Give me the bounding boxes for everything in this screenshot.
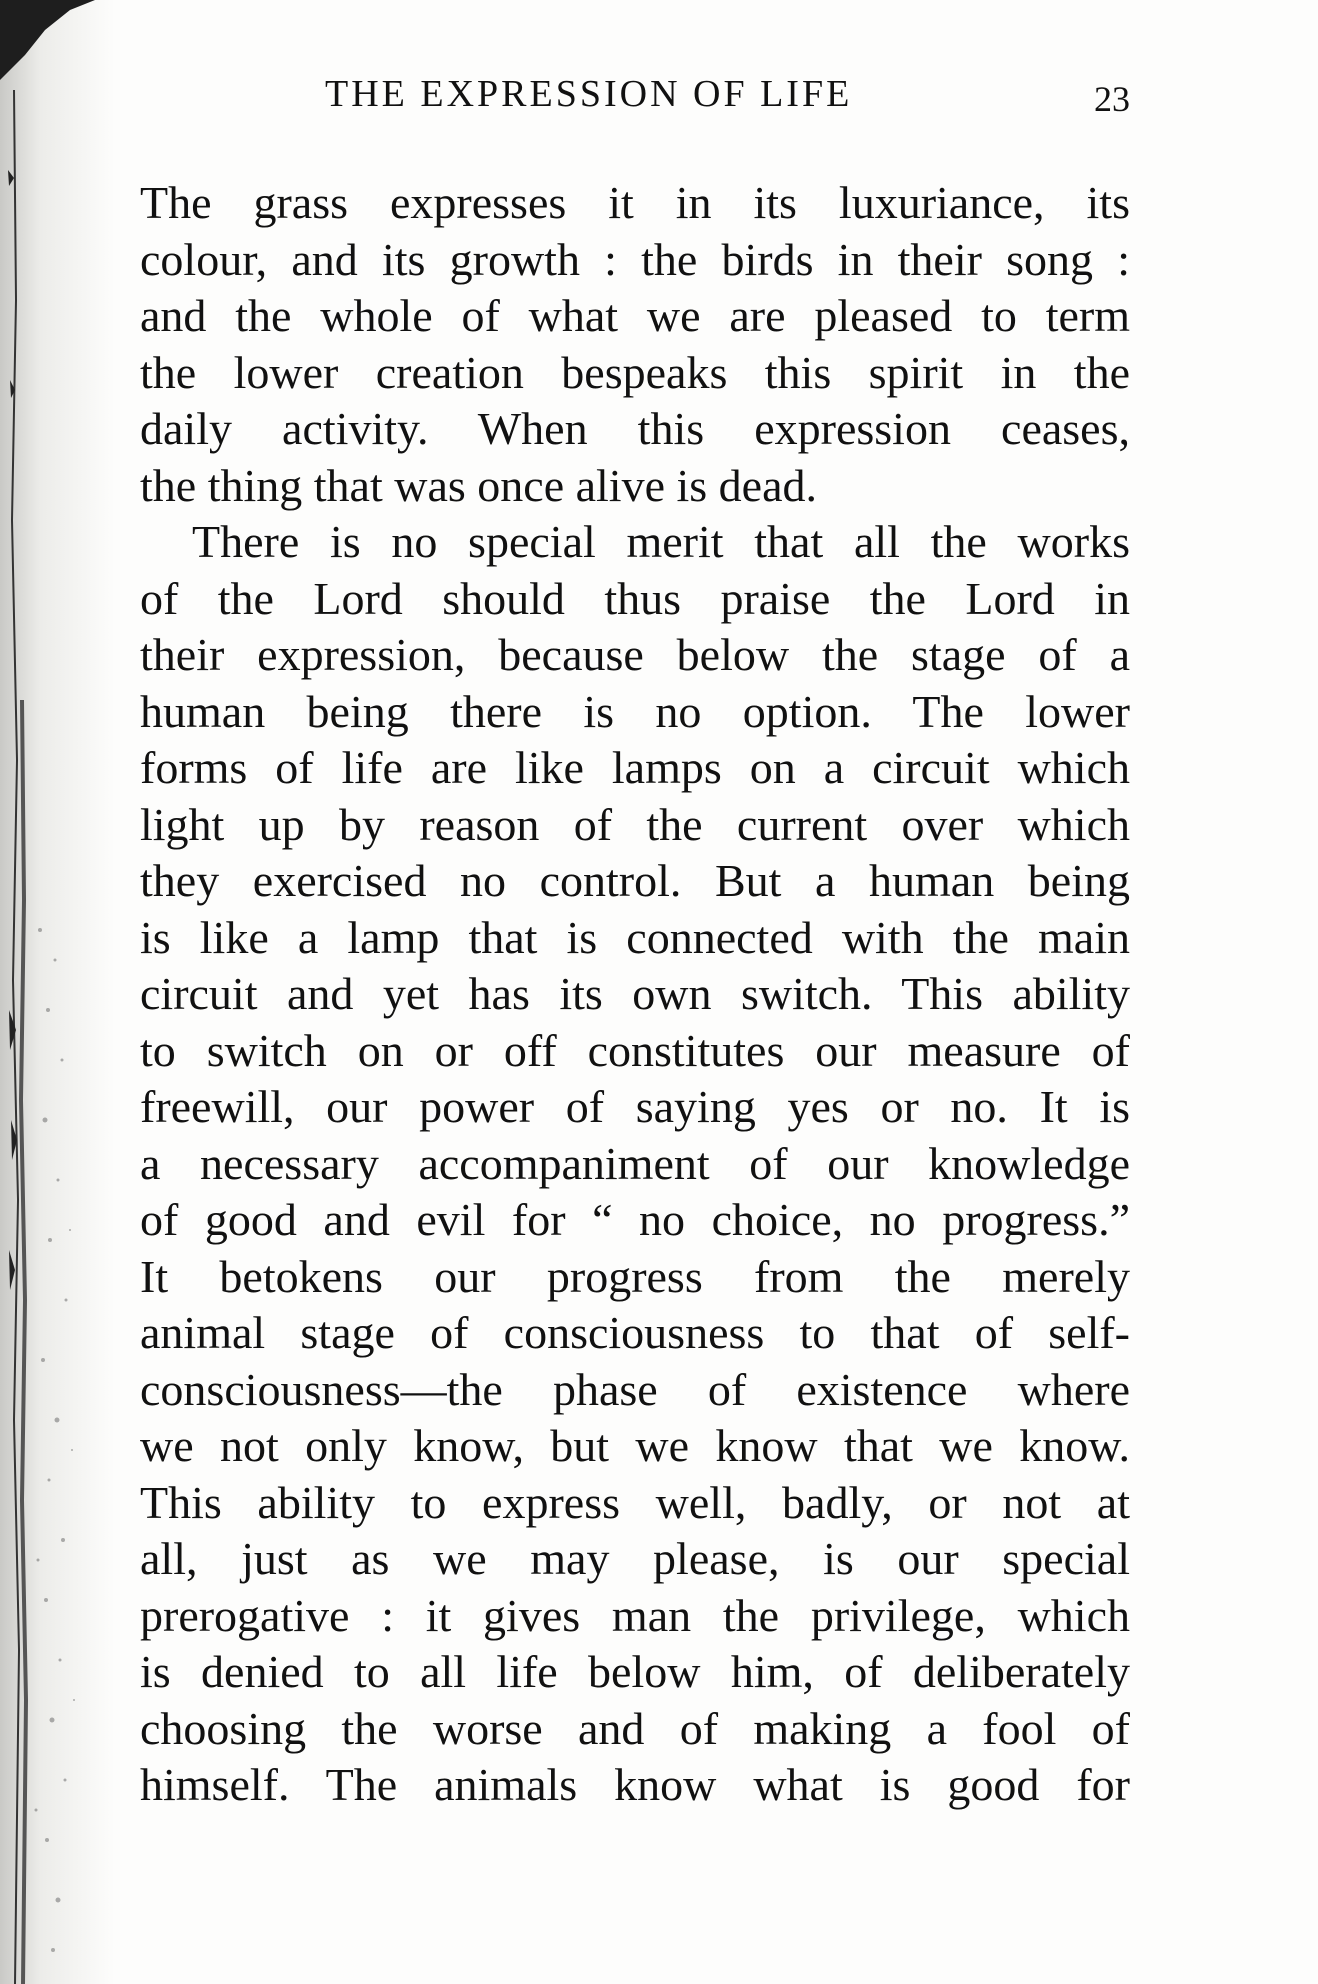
binding-shadow-graphic [0, 0, 115, 1984]
text-line: of the Lord should thus praise the Lord in [140, 572, 1130, 624]
text-line: There is no special merit that all the works [192, 516, 1130, 567]
running-head [140, 72, 1130, 132]
text-line: consciousness—the phase of existence where [140, 1363, 1130, 1415]
page-binding-edge [0, 0, 115, 1984]
text-line: all, just as we may please, is our special [140, 1533, 1130, 1584]
text-line: himself. The animals know what is good for [140, 1759, 1130, 1810]
text-line: This ability to express well, badly, or not at [140, 1476, 1130, 1528]
text-line: a necessary accompaniment of our knowledge [140, 1137, 1130, 1189]
text-line: is denied to all life below him, of deliberately [140, 1646, 1130, 1697]
text-line: forms of life are like lamps on a circuit which [140, 742, 1130, 793]
text-line: is like a lamp that is connected with the main [140, 911, 1130, 963]
page-number: 23 [1094, 79, 1130, 119]
text-line: human being there is no option. The lower [140, 685, 1130, 737]
text-line: light up by reason of the current over which [140, 798, 1130, 850]
text-line: of good and evil for “ no choice, no progress.” [140, 1194, 1130, 1245]
running-head-title: THE EXPRESSION OF LIFE [325, 73, 853, 115]
text-line: the lower creation bespeaks this spirit in the [140, 346, 1130, 398]
body-text [140, 175, 1130, 1814]
text-line: choosing the worse and of making a fool of [140, 1702, 1130, 1754]
text-line: freewill, our power of saying yes or no. It is [140, 1081, 1130, 1132]
paragraph [140, 175, 1130, 514]
text-line: circuit and yet has its own switch. This ability [140, 968, 1130, 1019]
text-line: prerogative : it gives man the privilege, which [140, 1589, 1130, 1641]
text-line: the thing that was once alive is dead. [140, 459, 818, 511]
text-line: animal stage of consciousness to that of self- [140, 1307, 1130, 1358]
text-line: to switch on or off constitutes our measure of [140, 1024, 1130, 1076]
text-line: It betokens our progress from the merely [140, 1250, 1130, 1302]
text-line: The grass expresses it in its luxuriance, its [140, 177, 1130, 228]
text-line: their expression, because below the stage of a [140, 629, 1130, 680]
text-line: they exercised no control. But a human being [140, 855, 1130, 906]
text-line: daily activity. When this expression ceases, [140, 403, 1130, 454]
text-line: colour, and its growth : the birds in their song : [140, 233, 1130, 285]
paragraph [140, 514, 1130, 1814]
text-line: and the whole of what we are pleased to term [140, 290, 1130, 341]
text-line: we not only know, but we know that we know. [140, 1420, 1130, 1471]
